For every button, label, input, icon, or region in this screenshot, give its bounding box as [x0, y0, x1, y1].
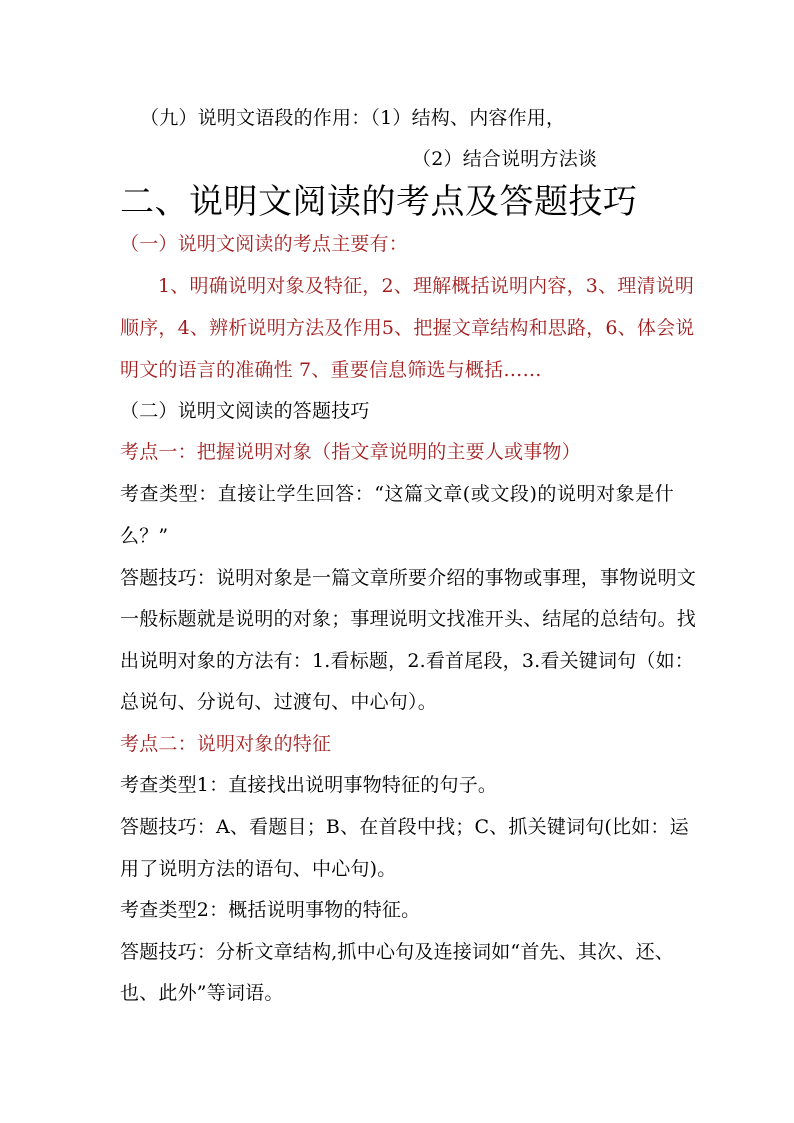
kp2-type2-line: 考查类型2：概括说明事物的特征。	[120, 899, 421, 921]
kp1-tip-line-2: 一般标题就是说明的对象；事理说明文找准开头、结尾的总结句。找	[120, 608, 697, 630]
kp1-tip-line-1: 答题技巧：说明对象是一篇文章所要介绍的事物或事理，事物说明文	[120, 567, 697, 589]
section-two-heading: （二）说明文阅读的答题技巧	[120, 400, 370, 422]
key-point-one-heading: 考点一：把握说明对象（指文章说明的主要人或事物）	[120, 441, 581, 463]
page-title: 二、说明文阅读的考点及答题技巧	[120, 182, 638, 222]
exam-points-line-2: 顺序，4、辨析说明方法及作用5、把握文章结构和思路，6、体会说	[120, 317, 695, 339]
kp1-tip-line-4: 总说句、分说句、过渡句、中心句）。	[120, 691, 437, 713]
section-nine-line-2: （2）结合说明方法谈	[412, 148, 598, 170]
section-one-heading: （一）说明文阅读的考点主要有：	[120, 233, 409, 255]
exam-points-line-3: 明文的语言的准确性 7、重要信息筛选与概括……	[120, 359, 542, 381]
exam-points-line-1: 1、明确说明对象及特征，2、理解概括说明内容，3、理清说明	[158, 275, 695, 297]
kp1-tip-line-3: 出说明对象的方法有：1.看标题，2.看首尾段，3.看关键词句（如：	[120, 650, 694, 672]
kp2-tip1-line-1: 答题技巧：A、看题目；B、在首段中找；C、抓关键词句(比如：运	[120, 816, 689, 838]
kp2-type1-line: 考查类型1：直接找出说明事物特征的句子。	[120, 774, 498, 796]
kp1-type-line-1: 考查类型：直接让学生回答：“这篇文章(或文段)的说明对象是什	[120, 483, 674, 505]
key-point-two-heading: 考点二：说明对象的特征	[120, 733, 332, 755]
kp1-type-line-2: 么？”	[120, 525, 169, 547]
kp2-tip2-line-2: 也、此外”等词语。	[120, 982, 284, 1004]
section-nine-line: （九）说明文语段的作用：（1）结构、内容作用，	[140, 107, 566, 129]
kp2-tip2-line-1: 答题技巧：分析文章结构,抓中心句及连接词如“首先、其次、还、	[120, 941, 674, 963]
kp2-tip1-line-2: 用了说明方法的语句、中心句)。	[120, 858, 397, 880]
